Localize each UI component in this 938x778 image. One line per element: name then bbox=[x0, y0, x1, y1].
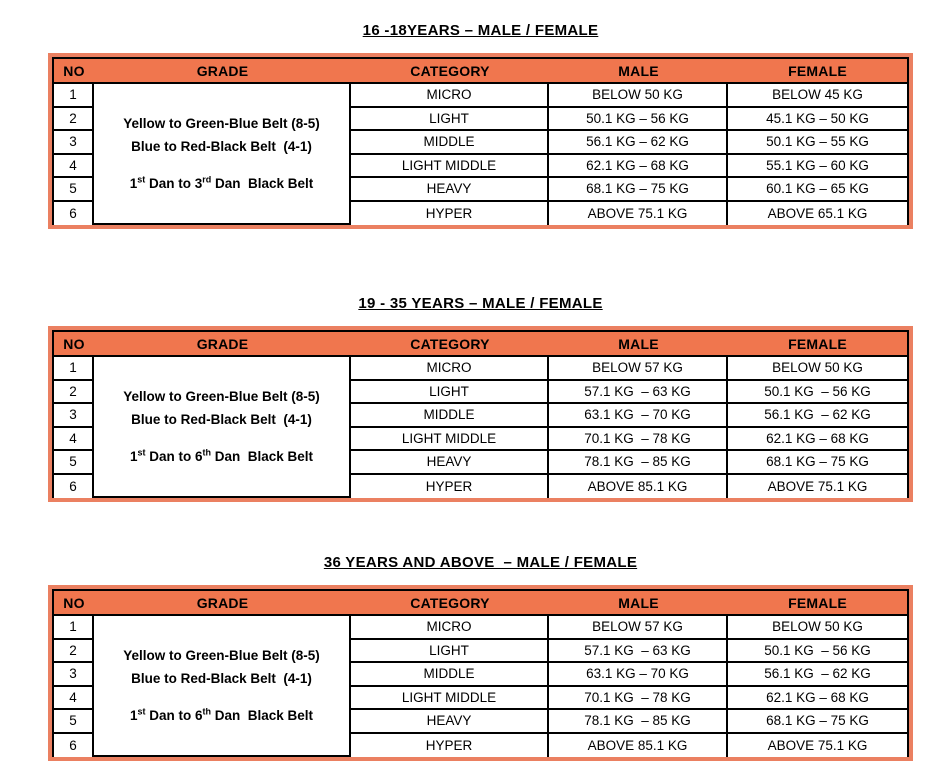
male-cell: BELOW 50 KG bbox=[549, 84, 728, 108]
male-cell: ABOVE 85.1 KG bbox=[549, 475, 728, 499]
male-cell: BELOW 57 KG bbox=[549, 357, 728, 381]
female-cell: 56.1 KG – 62 KG bbox=[728, 404, 907, 428]
no-cell: 5 bbox=[54, 451, 94, 475]
no-cell: 3 bbox=[54, 404, 94, 428]
male-cell: 62.1 KG – 68 KG bbox=[549, 155, 728, 179]
category-cell: HEAVY bbox=[351, 451, 549, 475]
column-header-no: NO bbox=[63, 594, 85, 611]
column-header-category: CATEGORY bbox=[410, 62, 490, 79]
table-inner-frame bbox=[52, 589, 909, 757]
category-cell: MIDDLE bbox=[351, 663, 549, 687]
grade-cell bbox=[94, 357, 351, 498]
male-cell: 68.1 KG – 75 KG bbox=[549, 178, 728, 202]
male-cell: ABOVE 85.1 KG bbox=[549, 734, 728, 758]
no-cell: 5 bbox=[54, 178, 94, 202]
age-table-section-16-18 bbox=[48, 22, 913, 229]
male-cell: 70.1 KG – 78 KG bbox=[549, 428, 728, 452]
no-cell: 4 bbox=[54, 155, 94, 179]
no-cell: 2 bbox=[54, 640, 94, 664]
female-cell: 55.1 KG – 60 KG bbox=[728, 155, 907, 179]
column-header-no: NO bbox=[63, 62, 85, 79]
female-cell: 50.1 KG – 56 KG bbox=[728, 640, 907, 664]
category-cell: HYPER bbox=[351, 734, 549, 758]
female-cell: BELOW 50 KG bbox=[728, 616, 907, 640]
column-header-male: MALE bbox=[618, 62, 659, 79]
male-cell: 70.1 KG – 78 KG bbox=[549, 687, 728, 711]
female-cell: 60.1 KG – 65 KG bbox=[728, 178, 907, 202]
male-cell: 63.1 KG – 70 KG bbox=[549, 663, 728, 687]
female-cell: 68.1 KG – 75 KG bbox=[728, 451, 907, 475]
female-cell: BELOW 45 KG bbox=[728, 84, 907, 108]
grade-line: Blue to Red-Black Belt (4-1) bbox=[131, 139, 312, 154]
male-cell: 63.1 KG – 70 KG bbox=[549, 404, 728, 428]
male-cell: 57.1 KG – 63 KG bbox=[549, 381, 728, 405]
female-cell: 62.1 KG – 68 KG bbox=[728, 687, 907, 711]
category-cell: LIGHT MIDDLE bbox=[351, 428, 549, 452]
grade-line: 1st Dan to 6th Dan Black Belt bbox=[129, 447, 314, 464]
table-body bbox=[54, 84, 907, 225]
female-cell: 45.1 KG – 50 KG bbox=[728, 108, 907, 132]
weight-category-table bbox=[48, 326, 913, 502]
no-cell: 4 bbox=[54, 687, 94, 711]
grade-line: Blue to Red-Black Belt (4-1) bbox=[131, 412, 312, 427]
column-header-female: FEMALE bbox=[788, 62, 847, 79]
category-cell: LIGHT bbox=[351, 381, 549, 405]
column-header-grade: GRADE bbox=[196, 335, 249, 352]
no-cell: 1 bbox=[54, 616, 94, 640]
table-header-row bbox=[54, 59, 907, 84]
table-body bbox=[54, 616, 907, 757]
no-cell: 4 bbox=[54, 428, 94, 452]
category-cell: HEAVY bbox=[351, 178, 549, 202]
grade-cell bbox=[94, 84, 351, 225]
column-header-no: NO bbox=[63, 335, 85, 352]
male-cell: 57.1 KG – 63 KG bbox=[549, 640, 728, 664]
column-header-grade: GRADE bbox=[196, 62, 249, 79]
male-cell: BELOW 57 KG bbox=[549, 616, 728, 640]
female-cell: 68.1 KG – 75 KG bbox=[728, 710, 907, 734]
female-cell: ABOVE 75.1 KG bbox=[767, 737, 868, 753]
no-cell: 1 bbox=[54, 357, 94, 381]
female-cell: 56.1 KG – 62 KG bbox=[728, 663, 907, 687]
female-cell: BELOW 50 KG bbox=[728, 357, 907, 381]
female-cell: ABOVE 75.1 KG bbox=[767, 478, 868, 494]
category-cell: MICRO bbox=[351, 84, 549, 108]
no-cell: 6 bbox=[54, 202, 94, 226]
table-title: 36 YEARS AND ABOVE – MALE / FEMALE bbox=[323, 554, 638, 571]
category-cell: LIGHT MIDDLE bbox=[351, 687, 549, 711]
column-header-female: FEMALE bbox=[788, 594, 847, 611]
female-cell: 50.1 KG – 55 KG bbox=[728, 131, 907, 155]
table-body bbox=[54, 357, 907, 498]
category-cell: LIGHT bbox=[351, 640, 549, 664]
female-cell: 50.1 KG – 56 KG bbox=[728, 381, 907, 405]
table-title: 16 -18YEARS – MALE / FEMALE bbox=[362, 22, 599, 39]
female-cell: ABOVE 65.1 KG bbox=[767, 205, 868, 221]
age-table-section-19-35 bbox=[48, 295, 913, 502]
grade-cell bbox=[94, 616, 351, 757]
table-inner-frame bbox=[52, 330, 909, 498]
no-cell: 3 bbox=[54, 663, 94, 687]
column-header-grade: GRADE bbox=[196, 594, 249, 611]
category-cell: MIDDLE bbox=[351, 131, 549, 155]
category-cell: HEAVY bbox=[351, 710, 549, 734]
weight-category-table bbox=[48, 585, 913, 761]
grade-line: Yellow to Green-Blue Belt (8-5) bbox=[123, 116, 320, 131]
category-cell: HYPER bbox=[351, 202, 549, 226]
column-header-category: CATEGORY bbox=[410, 594, 490, 611]
male-cell: 56.1 KG – 62 KG bbox=[549, 131, 728, 155]
no-cell: 5 bbox=[54, 710, 94, 734]
male-cell: 78.1 KG – 85 KG bbox=[549, 710, 728, 734]
grade-line: Yellow to Green-Blue Belt (8-5) bbox=[123, 389, 320, 404]
column-header-category: CATEGORY bbox=[410, 335, 490, 352]
grade-line: 1st Dan to 6th Dan Black Belt bbox=[129, 706, 314, 723]
no-cell: 6 bbox=[54, 475, 94, 499]
table-header-row bbox=[54, 332, 907, 357]
female-cell: 62.1 KG – 68 KG bbox=[728, 428, 907, 452]
no-cell: 2 bbox=[54, 381, 94, 405]
category-cell: LIGHT bbox=[351, 108, 549, 132]
grade-line: Blue to Red-Black Belt (4-1) bbox=[131, 671, 312, 686]
table-header-row bbox=[54, 591, 907, 616]
age-table-section-36-above bbox=[48, 554, 913, 761]
column-header-male: MALE bbox=[618, 594, 659, 611]
male-cell: 50.1 KG – 56 KG bbox=[549, 108, 728, 132]
no-cell: 1 bbox=[54, 84, 94, 108]
category-cell: LIGHT MIDDLE bbox=[351, 155, 549, 179]
male-cell: ABOVE 75.1 KG bbox=[549, 202, 728, 226]
no-cell: 2 bbox=[54, 108, 94, 132]
male-cell: 78.1 KG – 85 KG bbox=[549, 451, 728, 475]
no-cell: 3 bbox=[54, 131, 94, 155]
column-header-female: FEMALE bbox=[788, 335, 847, 352]
category-cell: MICRO bbox=[351, 357, 549, 381]
grade-line: 1st Dan to 3rd Dan Black Belt bbox=[129, 174, 314, 191]
category-cell: MICRO bbox=[351, 616, 549, 640]
table-title: 19 - 35 YEARS – MALE / FEMALE bbox=[358, 295, 603, 312]
weight-category-table bbox=[48, 53, 913, 229]
no-cell: 6 bbox=[54, 734, 94, 758]
category-cell: HYPER bbox=[351, 475, 549, 499]
column-header-male: MALE bbox=[618, 335, 659, 352]
table-inner-frame bbox=[52, 57, 909, 225]
category-cell: MIDDLE bbox=[351, 404, 549, 428]
grade-line: Yellow to Green-Blue Belt (8-5) bbox=[123, 648, 320, 663]
